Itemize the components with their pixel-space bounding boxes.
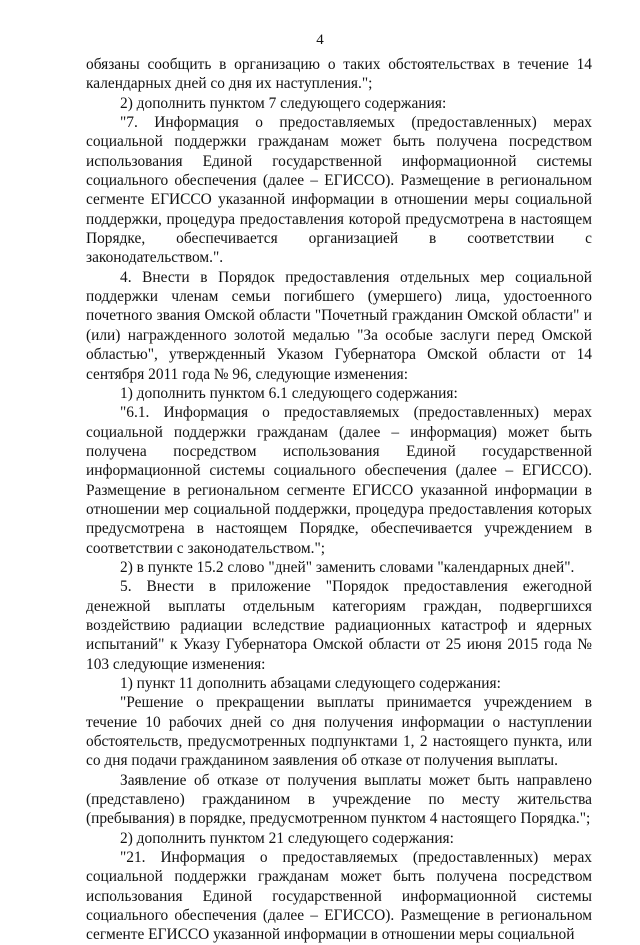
- paragraph: 2) дополнить пунктом 7 следующего содержания:: [120, 94, 447, 112]
- paragraph: 5. Внести в приложение "Порядок предоставления ежегодной денежной выплаты отдельным категориям граждан, подвергшихся воздействию радиации вследствие радиационных катастроф и ядерных испытаний" к Указу Губернатора Омской области от 25 июня 2015 года № 103 следующие изменения:: [86, 578, 592, 673]
- paragraph: 2) дополнить пунктом 21 следующего содержания:: [120, 829, 454, 847]
- document-body: [86, 55, 592, 945]
- paragraph: "7. Информация о предоставляемых (предоставленных) мерах социальной поддержки гражданам может быть получена посредством использования Единой государственной информационной системы социального обеспечения (далее – ЕГИССО). Размещение в региональном сегменте ЕГИССО указанной информации в отношении меры социальной поддержки, процедура предоставления которой предусмотрена в настоящем Порядке, обеспечивается организацией в соответствии с законодательством.".: [86, 114, 592, 267]
- paragraph: 2) в пункте 15.2 слово "дней" заменить словами "календарных дней".: [120, 558, 575, 576]
- paragraph: Заявление об отказе от получения выплаты может быть направлено (представлено) гражданином в учреждение по месту жительства (пребывания) в порядке, предусмотренном пунктом 4 настоящего Порядка.";: [86, 771, 592, 828]
- page-number: 4: [316, 32, 324, 48]
- paragraph: 1) дополнить пунктом 6.1 следующего содержания:: [120, 384, 458, 402]
- paragraph: 4. Внести в Порядок предоставления отдельных мер социальной поддержки членам семьи погибшего (умершего) лица, удостоенного почетного звания Омской области "Почетный гражданин Омской области" и (или) награжденного золотой медалью "За особые заслуги перед Омской областью", утвержденный Указом Губернатора Омской области от 14 сентября 2011 года № 96, следующие изменения:: [86, 268, 592, 383]
- paragraph: "21. Информация о предоставляемых (предоставленных) мерах социальной поддержки гражданам может быть получена посредством использования Единой государственной информационной системы социального обеспечения (далее – ЕГИССО). Размещение в региональном сегменте ЕГИССО указанной информации в отношении меры социальной: [86, 849, 592, 944]
- paragraph: 1) пункт 11 дополнить абзацами следующего содержания:: [120, 675, 501, 692]
- paragraph: обязаны сообщить в организацию о таких обстоятельствах в течение 14 календарных дней со дня их наступления.";: [86, 56, 592, 93]
- paragraph: "6.1. Информация о предоставляемых (предоставленных) мерах социальной поддержки гражданам (далее – информация) может быть получена посредством использования Единой государственной информационной системы социального обеспечения (далее – ЕГИССО). Размещение в региональном сегменте ЕГИССО указанной информации в отношении мер социальной поддержки, процедура предоставления которых предусмотрена в настоящем Порядке, обеспечивается учреждением в соответствии с законодательством.";: [86, 404, 592, 557]
- paragraph: "Решение о прекращении выплаты принимается учреждением в течение 10 рабочих дней со дня получения информации о наступлении обстоятельств, предусмотренных подпунктами 1, 2 настоящего пункта, или со дня подачи гражданином заявления об отказе от получения выплаты.: [86, 694, 592, 770]
